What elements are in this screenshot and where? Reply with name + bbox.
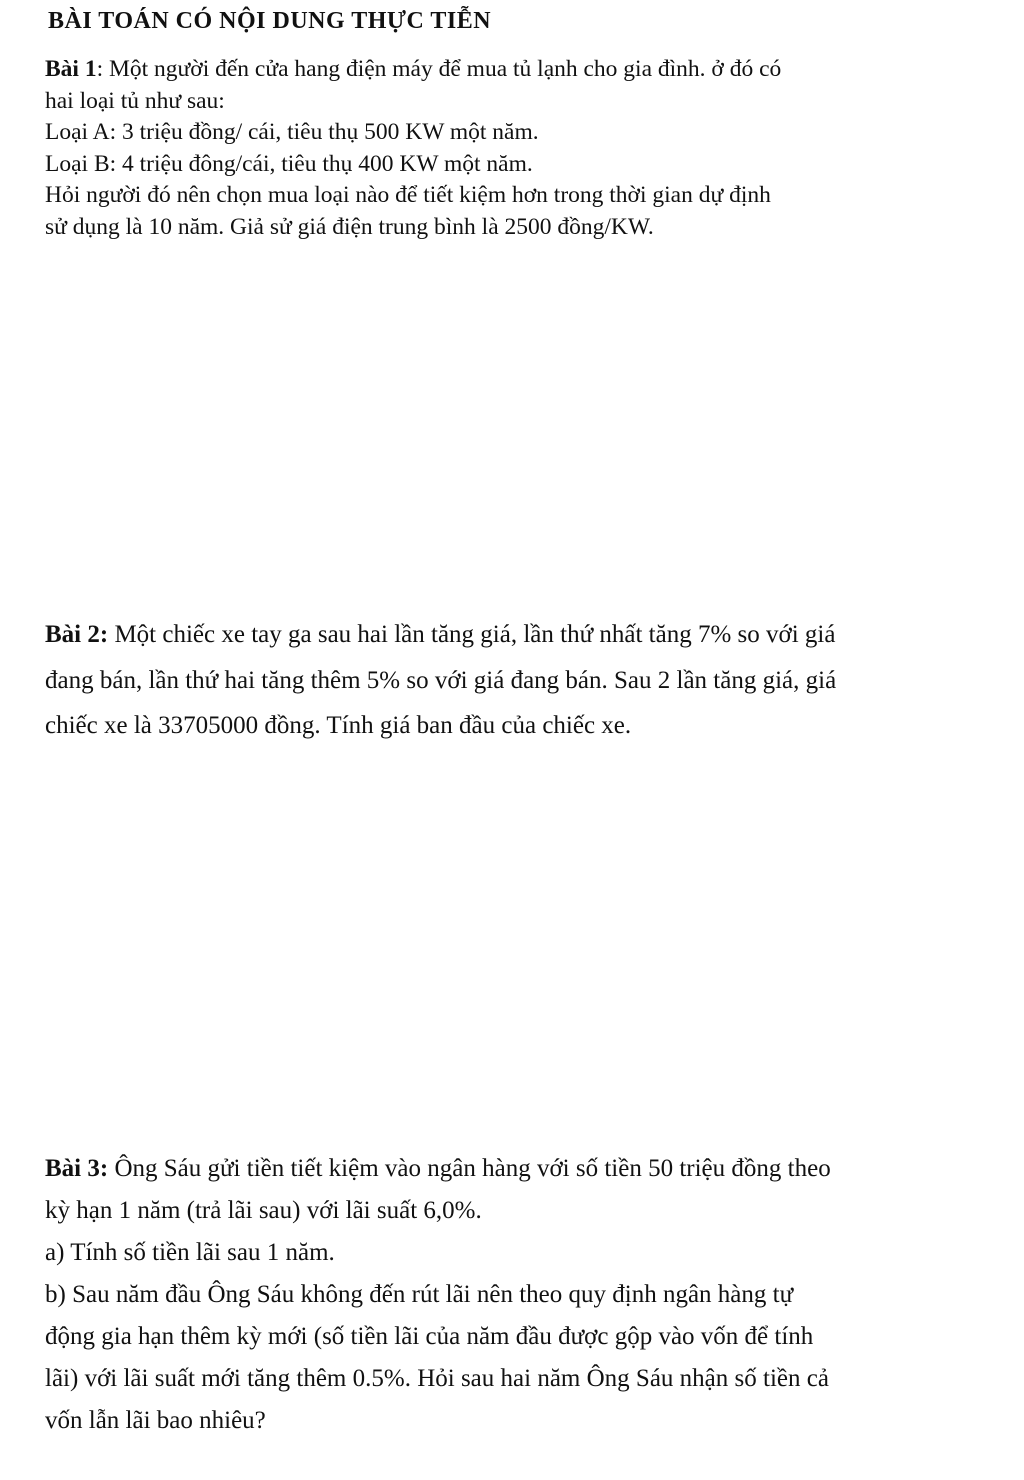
problem-line: Hỏi người đó nên chọn mua loại nào để tiết kiệm hơn trong thời gian dự định bbox=[45, 182, 771, 208]
problem-line: động gia hạn thêm kỳ mới (số tiền lãi của năm đầu được gộp vào vốn để tính bbox=[45, 1323, 814, 1350]
problem-line: đang bán, lần thứ hai tăng thêm 5% so với giá đang bán. Sau 2 lần tăng giá, giá bbox=[45, 666, 837, 694]
problem-line: kỳ hạn 1 năm (trả lãi sau) với lãi suất 6,0%. bbox=[45, 1197, 482, 1224]
problem-line: hai loại tủ như sau: bbox=[45, 87, 225, 114]
problem-2 bbox=[45, 612, 965, 749]
problem-label: Bài 3: bbox=[45, 1155, 109, 1182]
problem-line: Bài 1: Một người đến cửa hang điện máy để mua tủ lạnh cho gia đình. ở đó có bbox=[45, 56, 782, 82]
problem-line: chiếc xe là 33705000 đồng. Tính giá ban đầu của chiếc xe. bbox=[45, 712, 632, 739]
problem-line: b) Sau năm đầu Ông Sáu không đến rút lãi nên theo quy định ngân hàng tự bbox=[45, 1281, 794, 1308]
document-title: BÀI TOÁN CÓ NỘI DUNG THỰC TIỄN bbox=[48, 8, 492, 34]
problem-line: Bài 3: Ông Sáu gửi tiền tiết kiệm vào ngân hàng với số tiền 50 triệu đồng theo bbox=[45, 1155, 831, 1182]
problem-3 bbox=[45, 1148, 965, 1442]
problem-line: Loại B: 4 triệu đông/cái, tiêu thụ 400 KW một năm. bbox=[45, 150, 533, 177]
problem-line: sử dụng là 10 năm. Giả sử giá điện trung bình là 2500 đồng/KW. bbox=[45, 213, 654, 240]
problem-line: lãi) với lãi suất mới tăng thêm 0.5%. Hỏi sau hai năm Ông Sáu nhận số tiền cả bbox=[45, 1365, 829, 1392]
problem-1 bbox=[45, 54, 965, 243]
problem-line: a) Tính số tiền lãi sau 1 năm. bbox=[45, 1239, 335, 1266]
problem-label: Bài 2: bbox=[45, 621, 109, 648]
problem-line: Loại A: 3 triệu đồng/ cái, tiêu thụ 500 KW một năm. bbox=[45, 119, 539, 145]
problem-line: vốn lẫn lãi bao nhiêu? bbox=[45, 1407, 266, 1434]
problem-line: Bài 2: Một chiếc xe tay ga sau hai lần tăng giá, lần thứ nhất tăng 7% so với giá bbox=[45, 621, 836, 648]
problem-label: Bài 1 bbox=[45, 56, 97, 82]
